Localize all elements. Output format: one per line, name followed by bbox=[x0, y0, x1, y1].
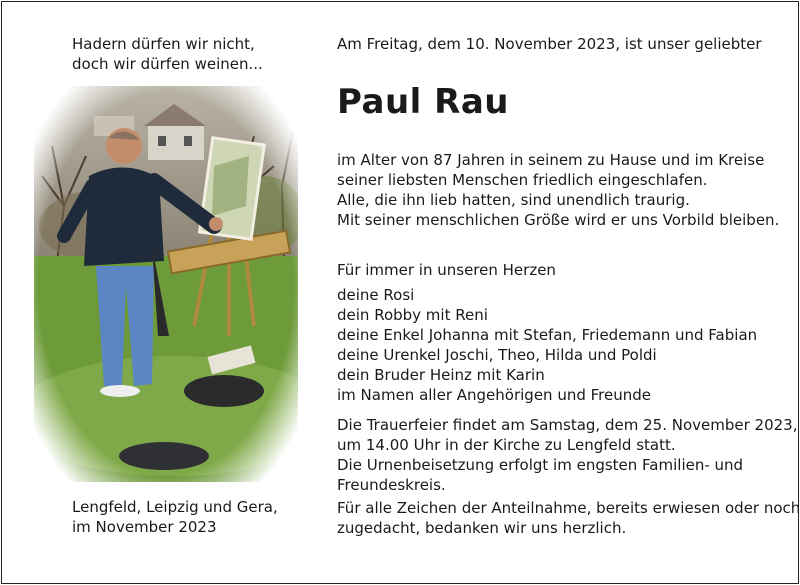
thanks-line: Für alle Zeichen der Anteilnahme, bereits erwiesen oder noch bbox=[337, 499, 800, 517]
hearts-line: Für immer in unseren Herzen bbox=[337, 261, 556, 279]
ceremony-info bbox=[337, 415, 797, 495]
date-line: im November 2023 bbox=[72, 518, 217, 536]
body-line: seiner liebsten Menschen friedlich eingeschlafen. bbox=[337, 171, 708, 189]
intro-line: Am Freitag, dem 10. November 2023, ist unser geliebter bbox=[337, 35, 762, 53]
ceremony-line: um 14.00 Uhr in der Kirche zu Lengfeld statt. bbox=[337, 436, 676, 454]
mourner-line: deine Rosi bbox=[337, 286, 415, 304]
body-line: Mit seiner menschlichen Größe wird er uns Vorbild bleiben. bbox=[337, 211, 780, 229]
ceremony-line: Freundeskreis. bbox=[337, 476, 446, 494]
body-line: Alle, die ihn lieb hatten, sind unendlich traurig. bbox=[337, 191, 690, 209]
ceremony-line: Die Trauerfeier findet am Samstag, dem 25. November 2023, bbox=[337, 416, 798, 434]
motto bbox=[72, 34, 312, 74]
body-line: im Alter von 87 Jahren in seinem zu Hause und im Kreise bbox=[337, 151, 765, 169]
mourner-line: im Namen aller Angehörigen und Freunde bbox=[337, 386, 651, 404]
place-and-date bbox=[72, 497, 278, 537]
announcement-body bbox=[337, 150, 779, 230]
thanks-note bbox=[337, 498, 800, 538]
mourner-line: deine Urenkel Joschi, Theo, Hilda und Poldi bbox=[337, 346, 657, 364]
mourner-line: dein Robby mit Reni bbox=[337, 306, 488, 324]
motto-line: Hadern dürfen wir nicht, bbox=[72, 35, 255, 53]
ceremony-line: Die Urnenbeisetzung erfolgt im engsten Familien- und bbox=[337, 456, 744, 474]
mourner-line: dein Bruder Heinz mit Karin bbox=[337, 366, 545, 384]
mourners-list bbox=[337, 285, 757, 405]
motto-line: doch wir dürfen weinen... bbox=[72, 55, 263, 73]
thanks-line: zugedacht, bedanken wir uns herzlich. bbox=[337, 519, 627, 537]
deceased-name: Paul Rau bbox=[337, 82, 509, 122]
mourner-line: deine Enkel Johanna mit Stefan, Friedemann und Fabian bbox=[337, 326, 758, 344]
place-line: Lengfeld, Leipzig und Gera, bbox=[72, 498, 278, 516]
painter-at-easel-photo bbox=[34, 86, 298, 482]
